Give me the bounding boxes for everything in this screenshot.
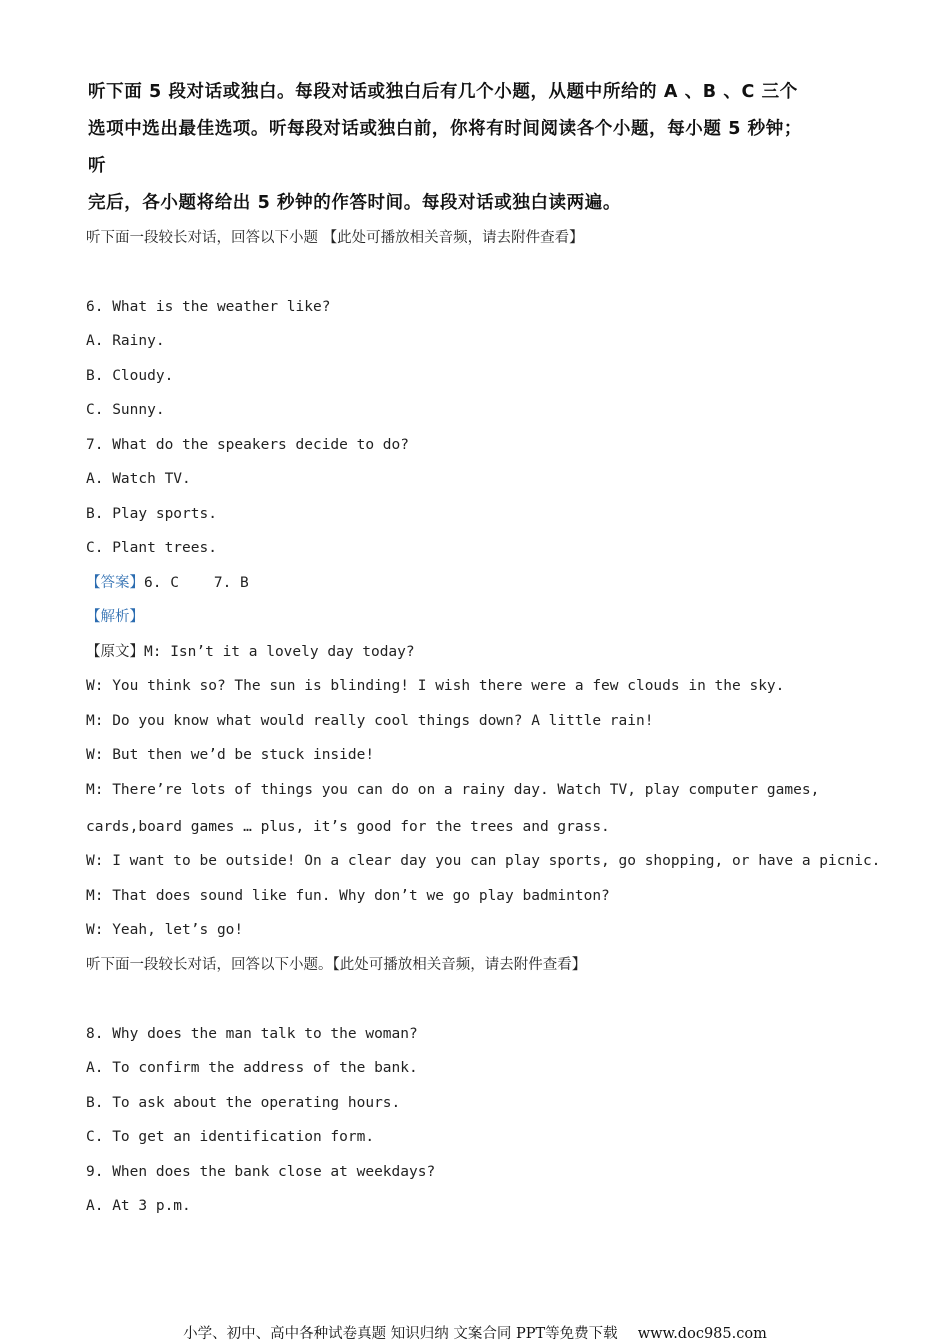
question-8-option-b: B. To ask about the operating hours.	[86, 1095, 401, 1111]
analysis-label: 【解析】	[86, 609, 144, 625]
section2-intro: 听下面一段较长对话，回答以下小题。【此处可播放相关音频，请去附件查看】	[86, 957, 587, 973]
question-8-option-a: A. To confirm the address of the bank.	[86, 1060, 418, 1076]
transcript-row-0	[86, 642, 415, 662]
question-6-option-b: B. Cloudy.	[86, 368, 174, 384]
instructions-line-1: 听下面 5 段对话或独白。每段对话或独白后有几个小题，从题中所给的 A 、B 、C 三个	[88, 82, 798, 102]
question-8-option-c: C. To get an identification form.	[86, 1129, 375, 1145]
question-9: 9. When does the bank close at weekdays?	[86, 1164, 436, 1180]
answer-row	[86, 573, 249, 593]
transcript-line: W: Yeah, let’s go!	[86, 922, 244, 938]
transcript-line: M: Isn’t it a lovely day today?	[144, 644, 415, 660]
question-7-option-c: C. Plant trees.	[86, 540, 217, 556]
question-8: 8. Why does the man talk to the woman?	[86, 1026, 418, 1042]
transcript-label: 【原文】	[86, 644, 144, 660]
question-7-option-a: A. Watch TV.	[86, 471, 191, 487]
question-9-option-a: A. At 3 p.m.	[86, 1198, 191, 1214]
footer-text: 小学、初中、高中各种试卷真题 知识归纳 文案合同 PPT等免费下载	[183, 1326, 618, 1342]
transcript-line: W: But then we’d be stuck inside!	[86, 747, 375, 763]
transcript-line: M: There’re lots of things you can do on a rainy day. Watch TV, play computer games,	[86, 782, 820, 798]
transcript-line: M: That does sound like fun. Why don’t we go play badminton?	[86, 888, 610, 904]
question-6: 6. What is the weather like?	[86, 299, 331, 315]
question-7: 7. What do the speakers decide to do?	[86, 437, 410, 453]
answer-label: 【答案】	[86, 575, 144, 591]
question-6-option-c: C. Sunny.	[86, 402, 165, 418]
question-6-option-a: A. Rainy.	[86, 333, 165, 349]
transcript-line: W: You think so? The sun is blinding! I wish there were a few clouds in the sky.	[86, 678, 785, 694]
answer-text: 6. C 7. B	[144, 575, 249, 591]
transcript-line: M: Do you know what would really cool things down? A little rain!	[86, 713, 654, 729]
instructions-line-2: 选项中选出最佳选项。听每段对话或独白前，你将有时间阅读各个小题，每小题 5 秒钟；	[88, 119, 802, 139]
instructions-line-4: 完后，各小题将给出 5 秒钟的作答时间。每段对话或独白读两遍。	[88, 193, 621, 213]
footer-url[interactable]: www.doc985.com	[637, 1326, 767, 1342]
instructions-line-3: 听	[88, 156, 107, 176]
transcript-line: W: I want to be outside! On a clear day you can play sports, go shopping, or have a picnic.	[86, 853, 881, 869]
page-footer	[0, 1322, 950, 1343]
analysis-row	[86, 607, 144, 627]
section1-intro: 听下面一段较长对话，回答以下小题 【此处可播放相关音频，请去附件查看】	[86, 230, 584, 246]
transcript-line: cards,board games … plus, it’s good for the trees and grass.	[86, 819, 610, 835]
question-7-option-b: B. Play sports.	[86, 506, 217, 522]
